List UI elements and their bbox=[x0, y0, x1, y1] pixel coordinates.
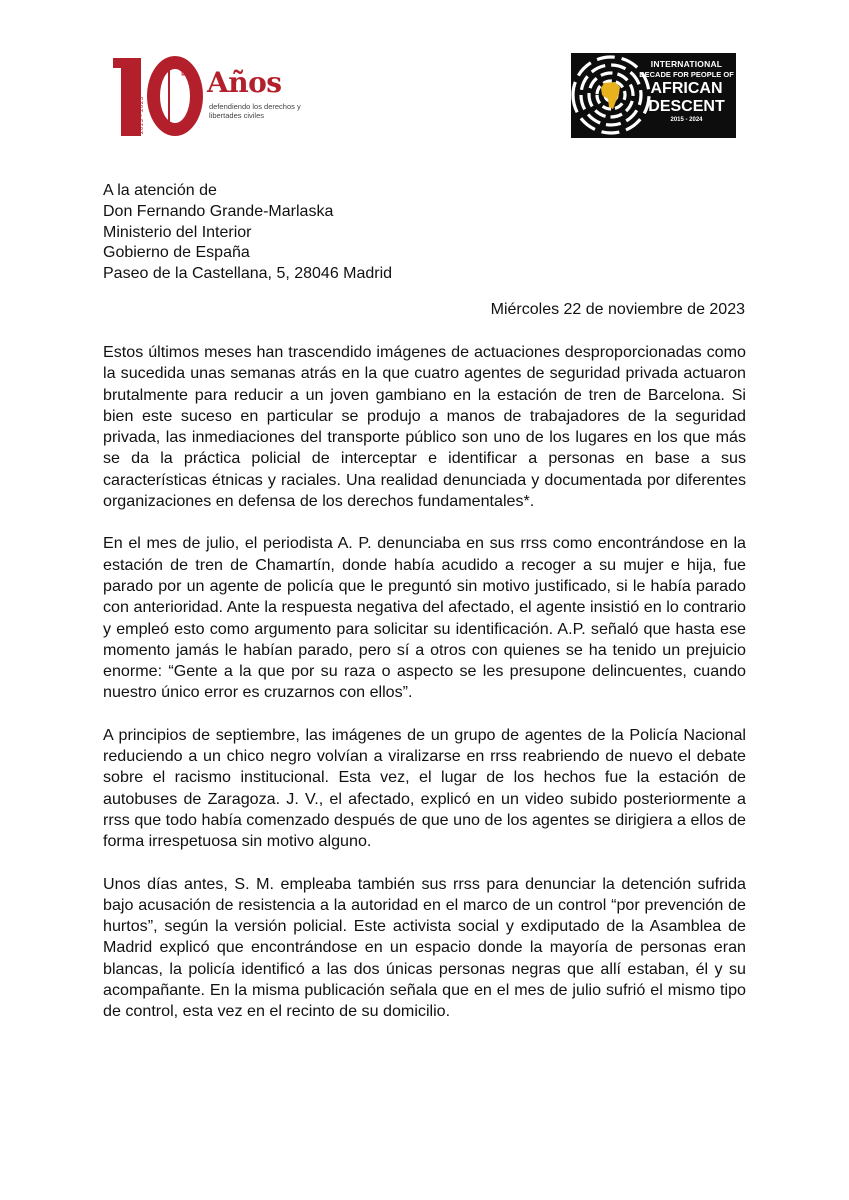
logo-decade-text bbox=[639, 59, 734, 123]
address-line-government: Gobierno de España bbox=[103, 244, 250, 262]
logo-bracket bbox=[168, 66, 177, 126]
logo-brand-text: rIs bbox=[179, 64, 190, 77]
paragraph-2: En el mes de julio, el periodista A. P. denunciaba en sus rrss como encontrándose en la estación de tren de Chamartín, donde había acudido a recoger a su mujer e hija, fue parado por un agente de policía que le preguntó sin motivo justificado, si le había parado con anterioridad. Ante la respuesta negativa del afectado, el agente insistió en lo contrario y empleó esto como argumento para solicitar su identificación. A.P. señaló que hasta ese momento jamás le habían parado, pero sí a otros con quienes se ha tenido un prejuicio enorme: “Gente a la que por su raza o aspecto se les presupone delincuentes, cuando nuestro único error es cruzarnos con ellos”. bbox=[103, 534, 746, 702]
logo-line-descent: DESCENT bbox=[648, 98, 725, 115]
letter-body bbox=[103, 342, 746, 1044]
paragraph-3: A principios de septiembre, las imágenes de un grupo de agentes de la Policía Nacional reduciendo a un chico negro volvían a viralizarse en rrss reabriendo de nuevo el debate sobre el racismo institucional. Esta vez, el lugar de los hechos fue la estación de autobuses de Zaragoza. J. V., el afectado, explicó en un video subido posteriormente a rrss que todo había comenzado después de que uno de los agentes se dirigiera a ellos de forma irrespetuosa sin motivo alguno. bbox=[103, 725, 746, 851]
letter-date: Miércoles 22 de noviembre de 2023 bbox=[490, 301, 745, 318]
logo-tagline: defendiendo los derechos y libertades civiles bbox=[209, 102, 301, 120]
address-line-attention: A la atención de bbox=[103, 182, 217, 199]
address-line-street: Paseo de la Castellana, 5, 28046 Madrid bbox=[103, 265, 393, 283]
logo-line-decade: DECADE FOR PEOPLE OF bbox=[639, 70, 734, 79]
iris-10-anos-logo bbox=[119, 52, 299, 142]
logo-digit-one bbox=[121, 58, 141, 136]
logo-brand-vertical bbox=[177, 64, 189, 81]
logo-line-african: AFRICAN bbox=[650, 80, 723, 97]
address-line-ministry: Ministerio del Interior bbox=[103, 223, 252, 241]
paragraph-4: Unos días antes, S. M. empleaba también sus rrss para denunciar la detención sufrida bajo acusación de resistencia a la autoridad en el marco de un control “por prevención de hurtos”, según la versión policial. Este activista social y exdiputado de la Asamblea de Madrid explicó que encontrándose en un espacio donde la mayoría de personas eran blancas, la policía identificó a las dos únicas personas negras que allí estaban, él y su acompañante. En la misma publicación señala que en el mes de julio sufrió el mismo tipo de control, esta vez en el recinto de su domicilio. bbox=[103, 874, 746, 1021]
logo-line-international: INTERNATIONAL bbox=[650, 59, 723, 69]
logo-line-years: 2015 - 2024 bbox=[670, 117, 703, 123]
paragraph-1: Estos últimos meses han trascendido imágenes de actuaciones desproporcionadas como la sucedida unas semanas atrás en la que cuatro agentes de seguridad privada actuaron brutalmente para reducir a un joven gambiano en la estación de tren de Barcelona. Si bien este suceso en particular se produjo a manos de trabajadores de la seguridad privada, las inmediaciones del transporte público son uno de los lugares en los que más se da la práctica policial de interceptar e identificar a personas en base a sus características étnicas y raciales. Una realidad denunciada y documentada por diferentes organizaciones en defensa de los derechos fundamentales*. bbox=[103, 343, 746, 511]
logo-years-vertical: 2013 - 2023 bbox=[139, 96, 145, 134]
recipient-address bbox=[103, 181, 392, 285]
address-line-name: Don Fernando Grande-Marlaska bbox=[103, 202, 334, 220]
african-descent-decade-logo bbox=[571, 53, 736, 138]
logo-word: Años bbox=[207, 66, 282, 99]
